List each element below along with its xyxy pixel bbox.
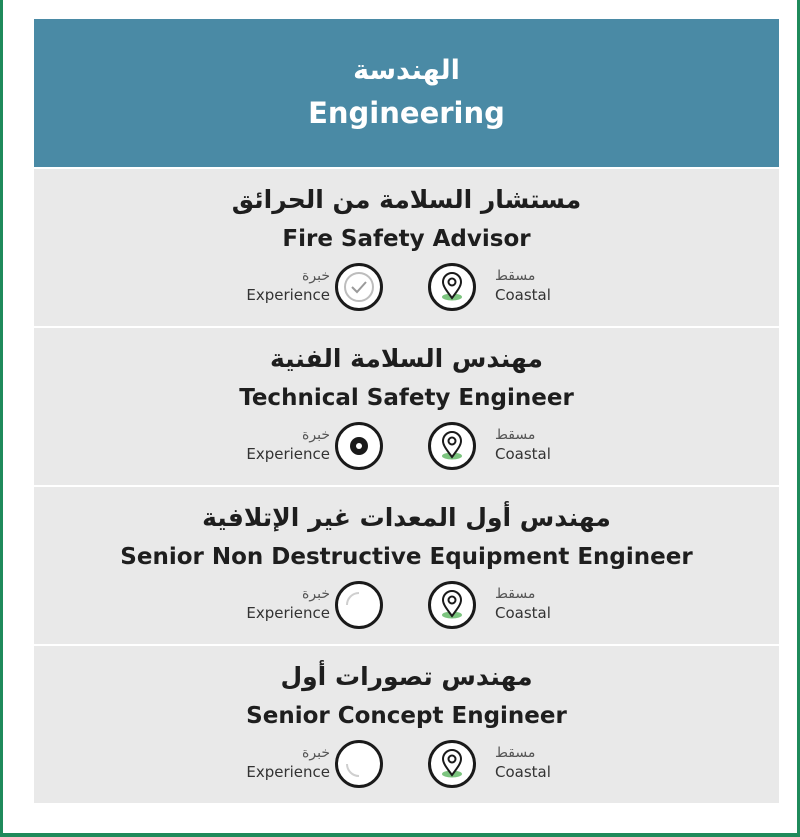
map-pin-icon [428,581,476,629]
experience-label-en: Experience [246,604,330,622]
dot-circle-icon [335,422,383,470]
experience-label-en: Experience [246,763,330,781]
check-circle-icon [335,263,383,311]
job-row-senior-ndt-engineer[interactable] [34,485,779,644]
job-meta [34,422,779,482]
location-label [495,744,595,782]
job-title-ar: مهندس السلامة الفنية [269,344,544,373]
map-pin-icon [428,263,476,311]
job-row-technical-safety-engineer[interactable] [34,326,779,485]
location-label-ar: مسقط [495,427,536,443]
map-pin-icon [428,422,476,470]
job-title-en: Technical Safety Engineer [239,385,574,411]
job-title-en: Fire Safety Advisor [282,226,531,252]
job-title-ar: مهندس أول المعدات غير الإتلافية [202,503,611,532]
experience-label-ar: خبرة [302,745,330,761]
job-row-senior-concept-engineer[interactable] [34,644,779,803]
empty-circle-icon [335,740,383,788]
location-label [495,585,595,623]
section-title-ar: الهندسة [353,55,460,86]
location-label-en: Coastal [495,604,551,622]
section-title-en: Engineering [308,96,505,130]
empty-circle-icon [335,581,383,629]
job-title-ar: مستشار السلامة من الحرائق [231,185,582,214]
job-meta [34,263,779,323]
job-row-fire-safety-advisor[interactable] [34,167,779,326]
job-meta [34,581,779,641]
location-label-en: Coastal [495,286,551,304]
location-label-ar: مسقط [495,268,536,284]
experience-label-en: Experience [246,445,330,463]
job-title-ar: مهندس تصورات أول [280,662,533,691]
experience-label [230,585,330,623]
experience-label-ar: خبرة [302,268,330,284]
job-title-en: Senior Concept Engineer [246,703,567,729]
location-label-ar: مسقط [495,745,536,761]
map-pin-icon [428,740,476,788]
experience-label-ar: خبرة [302,427,330,443]
location-label-en: Coastal [495,763,551,781]
location-label-ar: مسقط [495,586,536,602]
location-label [495,426,595,464]
jobs-card [34,19,779,803]
experience-label-en: Experience [246,286,330,304]
experience-label [230,426,330,464]
job-title-en: Senior Non Destructive Equipment Engineer [120,544,693,570]
experience-label [230,267,330,305]
section-header [34,19,779,167]
location-label [495,267,595,305]
experience-label [230,744,330,782]
job-meta [34,740,779,800]
location-label-en: Coastal [495,445,551,463]
experience-label-ar: خبرة [302,586,330,602]
